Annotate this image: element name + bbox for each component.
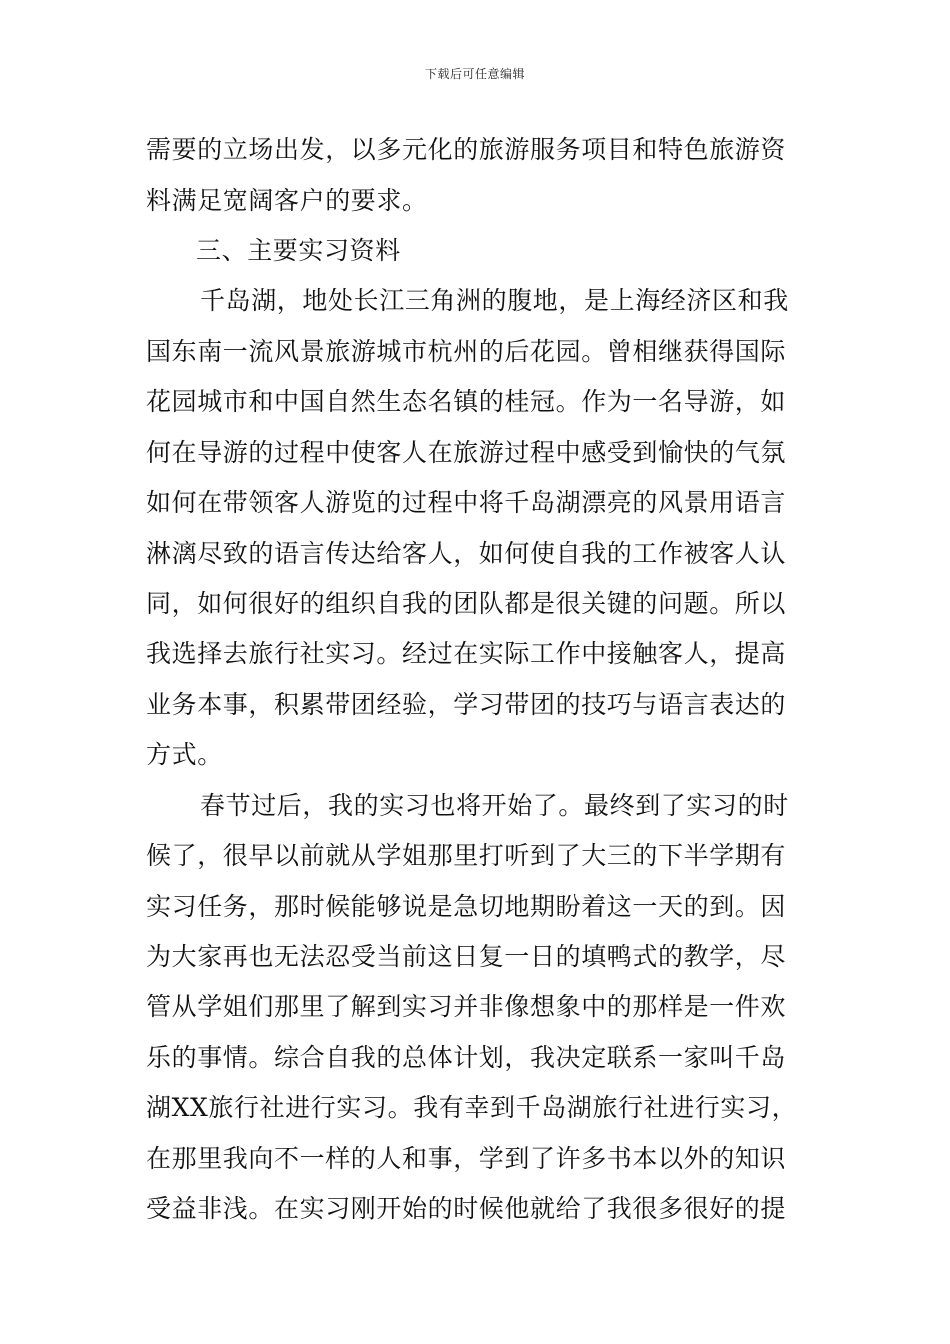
text-line: 国东南一流风景旅游城市杭州的后花园。曾相继获得国际: [146, 337, 787, 366]
text-line: 湖XX旅行社进行实习。我有幸到千岛湖旅行社进行实习，: [146, 1093, 798, 1122]
text-line: 方式。: [146, 740, 223, 769]
text-line: 料满足宽阔客户的要求。: [146, 186, 428, 215]
text-line: 需要的立场出发，以多元化的旅游服务项目和特色旅游资: [146, 135, 787, 164]
text-line: 花园城市和中国自然生态名镇的桂冠。作为一名导游，如: [146, 387, 787, 416]
text-line: 受益非浅。在实习刚开始的时候他就给了我很多很好的提: [146, 1194, 787, 1223]
section-heading: 三、主要实习资料: [196, 236, 401, 265]
text-line: 如何在带领客人游览的过程中将千岛湖漂亮的风景用语言: [146, 488, 787, 517]
text-line: 同，如何很好的组织自我的团队都是很关键的问题。所以: [146, 589, 787, 618]
text-line: 管从学姐们那里了解到实习并非像想象中的那样是一件欢: [146, 992, 787, 1021]
text-line: 千岛湖，地处长江三角洲的腹地，是上海经济区和我: [200, 286, 789, 315]
text-line: 淋漓尽致的语言传达给客人，如何使自我的工作被客人认: [146, 539, 787, 568]
text-line: 我选择去旅行社实习。经过在实际工作中接触客人，提高: [146, 639, 787, 668]
text-line: 实习任务，那时候能够说是急切地期盼着这一天的到。因: [146, 892, 787, 921]
text-line: 业务本事，积累带团经验，学习带团的技巧与语言表达的: [146, 690, 787, 719]
page-header-note: 下载后可任意编辑: [424, 67, 525, 81]
text-line: 春节过后，我的实习也将开始了。最终到了实习的时: [200, 791, 789, 820]
text-line: 乐的事情。综合自我的总体计划，我决定联系一家叫千岛: [146, 1043, 787, 1072]
text-line: 在那里我向不一样的人和事，学到了许多书本以外的知识: [146, 1144, 787, 1173]
text-line: 候了，很早以前就从学姐那里打听到了大三的下半学期有: [146, 841, 787, 870]
text-line: 何在导游的过程中使客人在旅游过程中感受到愉快的气氛: [146, 438, 787, 467]
text-line: 为大家再也无法忍受当前这日复一日的填鸭式的教学，尽: [146, 942, 787, 971]
